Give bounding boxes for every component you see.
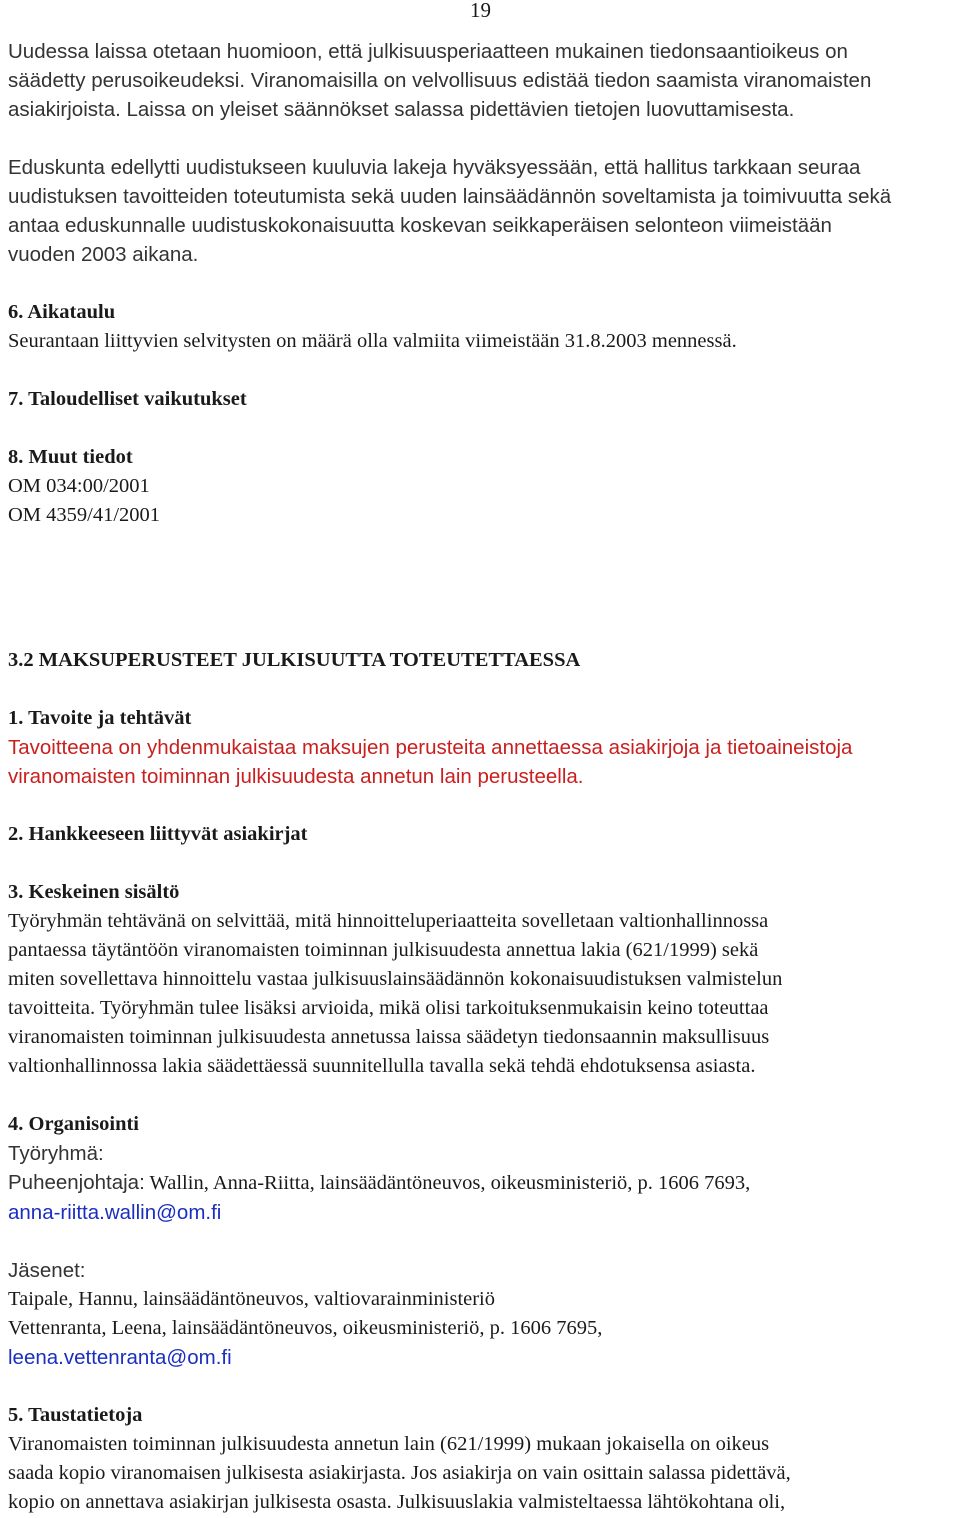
member-line: Taipale, Hannu, lainsäädäntöneuvos, valtiovarainministeriö: [8, 1288, 496, 1310]
subsection-3-heading: 3. Keskeinen sisältö: [8, 881, 180, 903]
reference-number: OM 4359/41/2001: [8, 504, 161, 526]
background-line: kopio on annettava asiakirjan julkisesta osasta. Julkisuuslakia valmisteltaessa lähtökohtana oli,: [8, 1491, 786, 1513]
member-email-link[interactable]: leena.vettenranta@om.fi: [8, 1346, 232, 1369]
intro-line: Uudessa laissa otetaan huomioon, että julkisuusperiaatteen mukainen tiedonsaantioikeus on: [8, 40, 848, 63]
chair-line: [8, 1168, 958, 1198]
page-number: 19: [470, 0, 491, 22]
chair-details: Wallin, Anna-Riitta, lainsäädäntöneuvos, oikeusministeriö, p. 1606 7693,: [144, 1172, 751, 1194]
section-6-text: Seurantaan liittyvien selvitysten on määrä olla valmiita viimeistään 31.8.2003 mennessä.: [8, 330, 737, 352]
section-6: [8, 298, 958, 356]
intro-line: säädetty perusoikeudeksi. Viranomaisilla on velvollisuus edistää tiedon saamista viranomaisten: [8, 69, 872, 92]
subsection-1-heading: 1. Tavoite ja tehtävät: [8, 707, 192, 729]
section-7: [8, 385, 958, 414]
goal-text-line: viranomaisten toiminnan julkisuudesta annetun lain perusteella.: [8, 765, 584, 788]
working-group-label: Työryhmä:: [8, 1142, 104, 1165]
background-line: Viranomaisten toiminnan julkisuudesta annetun lain (621/1999) mukaan jokaisella on oikeus: [8, 1433, 770, 1455]
member-line: Vettenranta, Leena, lainsäädäntöneuvos, oikeusministeriö, p. 1606 7695,: [8, 1317, 603, 1339]
chair-label: Puheenjohtaja:: [8, 1171, 145, 1194]
reference-number: OM 034:00/2001: [8, 475, 150, 497]
subsection-4-heading: 4. Organisointi: [8, 1113, 139, 1135]
content-line: viranomaisten toiminnan julkisuudesta annetussa laissa säädetyn tiedonsaannin maksullisuus: [8, 1026, 770, 1048]
content-line: valtionhallinnossa lakia säädettäessä suunnitellulla tavalla sekä tehdä ehdotuksensa asiasta.: [8, 1055, 756, 1077]
section-7-heading: 7. Taloudelliset vaikutukset: [8, 388, 247, 410]
section-8: [8, 443, 958, 530]
content-line: Työryhmän tehtävänä on selvittää, mitä hinnoitteluperiaatteita sovelletaan valtionhallinnossa: [8, 910, 769, 932]
document-body: [8, 37, 958, 1517]
members-label: Jäsenet:: [8, 1259, 86, 1282]
eduskunta-line: antaa eduskunnalle uudistuskokonaisuutta koskevan seikkaperäisen selonteon viimeistään: [8, 214, 832, 237]
content-line: pantaessa täytäntöön viranomaisten toiminnan julkisuudesta annettua lakia (621/1999) sekä: [8, 939, 759, 961]
subsection-3: [8, 878, 958, 1081]
eduskunta-line: vuoden 2003 aikana.: [8, 243, 199, 266]
subsection-5: [8, 1401, 958, 1517]
chair-email-link[interactable]: anna-riitta.wallin@om.fi: [8, 1201, 222, 1224]
goal-text-line: Tavoitteena on yhdenmukaistaa maksujen perusteita annettaessa asiakirjoja ja tietoaineistoja: [8, 736, 853, 759]
content-line: miten sovellettava hinnoittelu vastaa julkisuuslainsäädännön kokonaisuudistuksen valmistelun: [8, 968, 783, 990]
eduskunta-line: Eduskunta edellytti uudistukseen kuuluvia lakeja hyväksyessään, että hallitus tarkkaan seuraa: [8, 156, 861, 179]
subsection-4: [8, 1110, 958, 1372]
subsection-2-heading: 2. Hankkeeseen liittyvät asiakirjat: [8, 823, 308, 845]
subsection-1: [8, 704, 958, 791]
eduskunta-line: uudistuksen tavoitteiden toteutumista sekä uuden lainsäädännön soveltamista ja toimivuutta sekä: [8, 185, 892, 208]
intro-paragraph: [8, 37, 958, 124]
section-6-heading: 6. Aikataulu: [8, 301, 116, 323]
section-3-2-title: 3.2 MAKSUPERUSTEET JULKISUUTTA TOTEUTETTAESSA: [8, 649, 581, 671]
content-line: tavoitteita. Työryhmän tulee lisäksi arvioida, mikä olisi tarkoituksenmukaisin keino toteuttaa: [8, 997, 769, 1019]
section-3-2: [8, 646, 958, 675]
subsection-5-heading: 5. Taustatietoja: [8, 1404, 143, 1426]
intro-line: asiakirjoista. Laissa on yleiset säännökset salassa pidettävien tietojen luovuttamisesta.: [8, 98, 795, 121]
section-8-heading: 8. Muut tiedot: [8, 446, 133, 468]
background-line: saada kopio viranomaisen julkisesta asiakirjasta. Jos asiakirja on vain osittain salassa pidettävä,: [8, 1462, 791, 1484]
subsection-2: [8, 820, 958, 849]
eduskunta-paragraph: [8, 153, 958, 269]
